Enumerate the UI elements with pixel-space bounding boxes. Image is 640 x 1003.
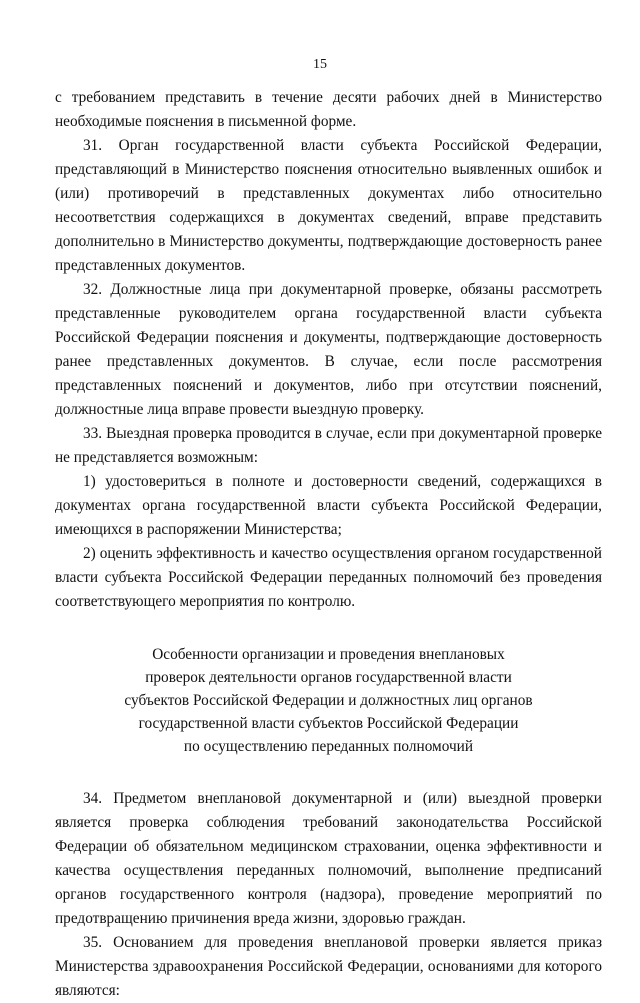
paragraph-31: 31. Орган государственной власти субъекта Российской Федерации, представляющий в Министерство пояснения относительно выявленных ошибок и (или) противоречий в представленных документах либо относительно несоответствия содержащихся в документах сведений, вправе представить дополнительно в Министерство документы, подтверждающие достоверность ранее представленных документов.	[55, 137, 602, 274]
paragraph-32: 32. Должностные лица при документарной проверке, обязаны рассмотреть представленные руководителем органа государственной власти субъекта Российской Федерации пояснения и документы, подтверждающие достоверность ранее представленных документов. В случае, если после рассмотрения представленных пояснений и документов, либо при отсутствии пояснений, должностные лица вправе провести выездную проверку.	[55, 281, 602, 418]
paragraph-33-item-2: 2) оценить эффективность и качество осуществления органом государственной власти субъекта Российской Федерации переданных полномочий без проведения соответствующего мероприятия по контролю.	[55, 545, 602, 610]
page-number: 15	[313, 57, 327, 72]
heading-line: государственной власти субъектов Российской Федерации	[138, 715, 519, 732]
paragraph-35: 35. Основанием для проведения внеплановой проверки является приказ Министерства здравоохранения Российской Федерации, основаниями для которого являются:	[55, 934, 602, 999]
paragraph-continuation: с требованием представить в течение десяти рабочих дней в Министерство необходимые пояснения в письменной форме.	[55, 89, 602, 130]
paragraph-34: 34. Предметом внеплановой документарной и (или) выездной проверки является проверка соблюдения требований законодательства Российской Федерации об обязательном медицинском страховании, оценка эффективности и качества осуществления переданных полномочий, выполнение предписаний органов государственного контроля (надзора), проведение мероприятий по предотвращению причинения вреда жизни, здоровью граждан.	[55, 790, 602, 927]
paragraph-33-item-1: 1) удостовериться в полноте и достоверности сведений, содержащихся в документах органа государственной власти субъекта Российской Федерации, имеющихся в распоряжении Министерства;	[55, 473, 602, 538]
heading-line: по осуществлению переданных полномочий	[183, 738, 474, 755]
paragraph-33: 33. Выездная проверка проводится в случае, если при документарной проверке не представляется возможным:	[55, 425, 602, 466]
heading-line: проверок деятельности органов государственной власти	[145, 669, 512, 686]
heading-line: субъектов Российской Федерации и должностных лиц органов	[124, 692, 533, 709]
heading-line: Особенности организации и проведения внеплановых	[152, 646, 505, 663]
document-body	[55, 86, 602, 1003]
section-heading	[55, 643, 602, 758]
